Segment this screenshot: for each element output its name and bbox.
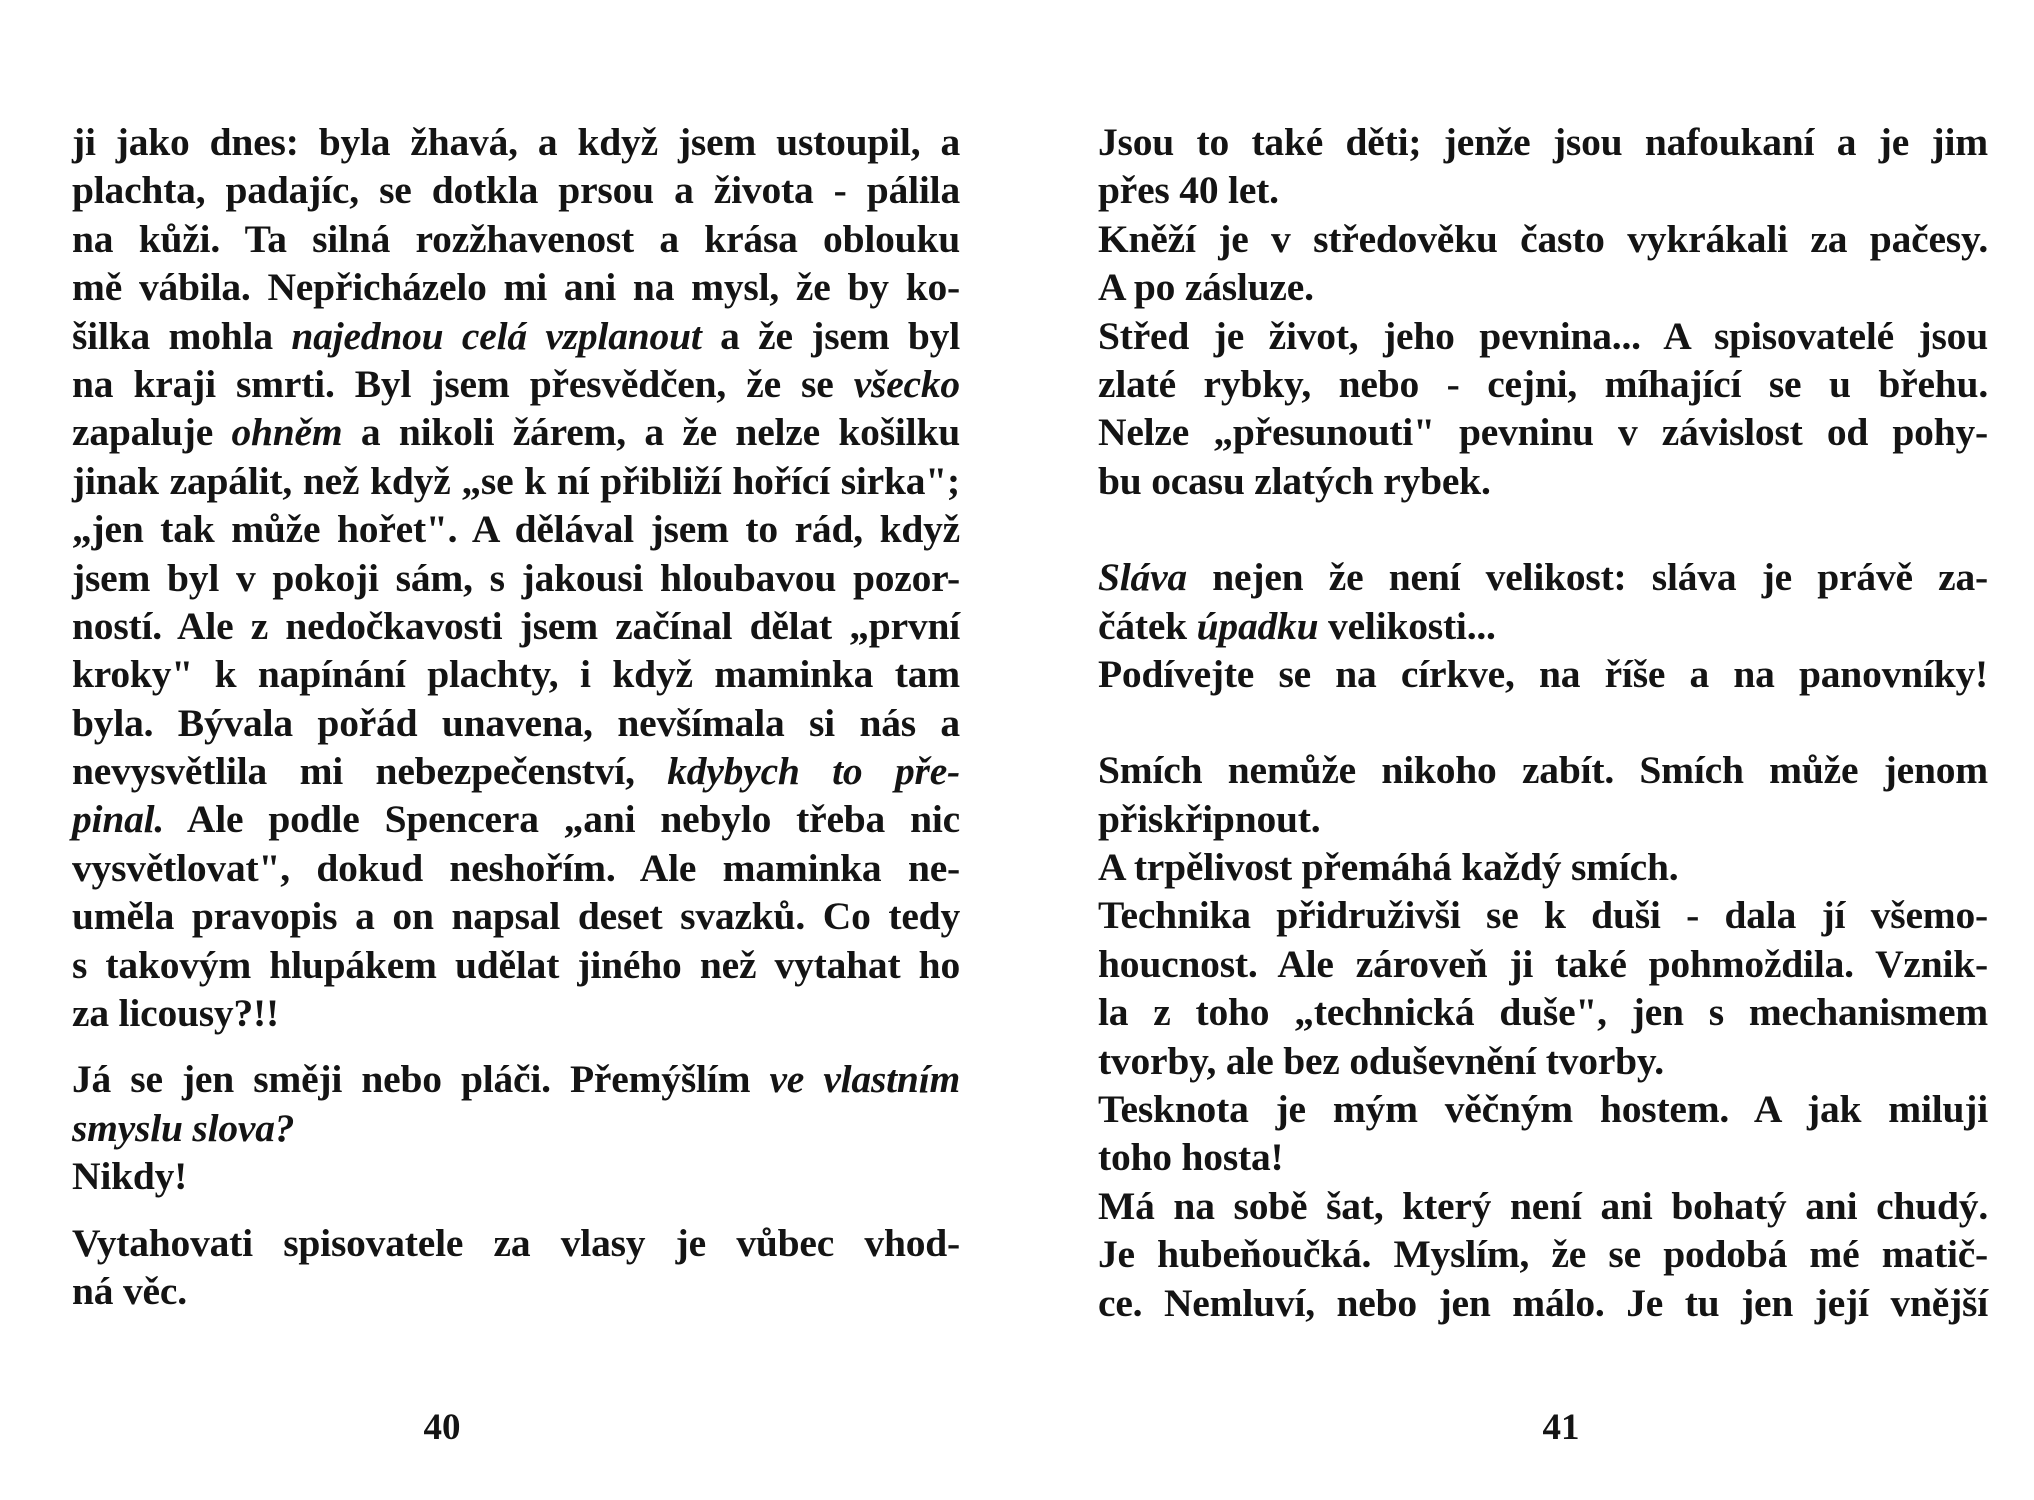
text-line: kroky" k napínání plachty, i když maminka tam (72, 652, 960, 697)
italic-span: ohněm (231, 410, 343, 455)
paragraph-gap (1098, 505, 1988, 553)
text-line: přes 40 let. (1098, 168, 1279, 213)
text-span: zapaluje (72, 410, 232, 455)
text-line (1098, 602, 1988, 650)
text-line: přiskřipnout. (1098, 796, 1321, 841)
text-line: „jen tak může hořet". A dělával jsem to rád, když (72, 507, 960, 552)
text-line: mě vábila. Nepřicházelo mi ani na mysl, že by ko- (72, 265, 960, 310)
left-page (72, 0, 960, 1500)
text-line: plachta, padajíc, se dotkla prsou a života - pálila (72, 168, 960, 213)
text-line: Smích nemůže nikoho zabít. Smích může jenom (1098, 748, 1988, 793)
text-line: bu ocasu zlatých rybek. (1098, 458, 1491, 503)
text-line (1098, 553, 1988, 601)
text-line: jsem byl v pokoji sám, s jakousi hloubavou pozor- (72, 555, 960, 600)
italic-span: smyslu slova? (72, 1105, 295, 1150)
text-line: Nelze „přesunouti" pevninu v závislost od pohy- (1098, 410, 1988, 455)
text-line (72, 360, 960, 408)
right-page-text (1098, 118, 1988, 1327)
text-line: A po zásluze. (1098, 265, 1314, 310)
paragraph (1098, 553, 1988, 698)
text-span: šilka mohla (72, 313, 292, 358)
text-line (72, 1055, 960, 1103)
text-line: Má na sobě šat, který není ani bohatý ani chudý. (1098, 1183, 1988, 1228)
text-line: Technika přidruživši se k duši - dala jí všemo- (1098, 893, 1988, 938)
text-line: Kněží je v středověku často vykrákali za pačesy. (1098, 216, 1988, 261)
text-span: a že jsem byl (701, 313, 960, 358)
text-line: ji jako dnes: byla žhavá, a když jsem ustoupil, a (72, 120, 960, 164)
paragraph-gap (72, 1037, 960, 1055)
text-line: Jsou to také děti; jenže jsou nafoukaní a je jim (1098, 120, 1988, 164)
text-line (72, 408, 960, 456)
text-line: zlaté rybky, nebo - cejni, míhající se u břehu. (1098, 361, 1988, 406)
text-line: ná věc. (72, 1268, 187, 1313)
italic-span: Sláva (1098, 555, 1187, 600)
paragraph (72, 1055, 960, 1200)
text-line (72, 747, 960, 795)
text-line: A trpělivost přemáhá každý smích. (1098, 845, 1679, 890)
italic-span: všecko (853, 361, 960, 406)
text-line: ce. Nemluví, nebo jen málo. Je tu jen její vnější (1098, 1280, 1988, 1325)
text-line: s takovým hlupákem udělat jiného než vytahat ho (72, 942, 960, 987)
text-line: vysvětlovat", dokud neshořím. Ale maminka ne- (72, 845, 960, 890)
text-span: nevysvětlila mi nebezpečenství, (72, 749, 668, 794)
text-span: nejen že není velikost: sláva je právě za- (1186, 555, 1988, 600)
text-line: na kůži. Ta silná rozžhavenost a krása oblouku (72, 216, 960, 261)
text-line: byla. Bývala pořád unavena, nevšímala si nás a (72, 700, 960, 745)
paragraph-gap (1098, 698, 1988, 746)
text-span: Já se jen směji nebo pláči. Přemýšlím (72, 1057, 770, 1102)
text-span: Ale podle Spencera „ani nebylo třeba nic (164, 797, 960, 842)
text-span: čátek (1098, 603, 1197, 648)
text-line: Vytahovati spisovatele za vlasy je vůbec vhod- (72, 1220, 960, 1265)
text-line: jinak zapálit, než když „se k ní přibliží hořící sirka"; (72, 458, 960, 503)
text-line: za licousy?!! (72, 991, 279, 1036)
text-line: Tesknota je mým věčným hostem. A jak miluji (1098, 1087, 1988, 1132)
text-line: Nikdy! (72, 1154, 188, 1199)
text-line (72, 1104, 960, 1152)
page-number-right: 41 (1542, 1407, 1580, 1448)
page-number-left: 40 (423, 1407, 461, 1448)
italic-span: najednou celá vzplanout (291, 313, 702, 358)
right-page (1098, 0, 1988, 1500)
text-span: a nikoli žárem, a že nelze košilku (342, 410, 960, 455)
text-line: tvorby, ale bez oduševnění tvorby. (1098, 1038, 1664, 1083)
text-line: Podívejte se na církve, na říše a na panovníky! (1098, 651, 1988, 696)
paragraph-gap (72, 1201, 960, 1219)
text-line: toho hosta! (1098, 1135, 1284, 1180)
italic-span: kdybych to pře- (667, 749, 960, 794)
text-line: uměla pravopis a on napsal deset svazků. Co tedy (72, 894, 960, 939)
paragraph (72, 118, 960, 1037)
italic-span: pinal. (72, 797, 165, 842)
paragraph (1098, 746, 1988, 1327)
text-line: Je hubeňoučká. Myslím, že se podobá mé matič- (1098, 1232, 1988, 1277)
text-line (72, 795, 960, 843)
text-line (72, 312, 960, 360)
text-line: houcnost. Ale zároveň ji také pohmoždila. Vznik- (1098, 941, 1988, 986)
text-span: velikosti... (1318, 603, 1496, 648)
text-span: na kraji smrti. Byl jsem přesvědčen, že se (72, 361, 854, 406)
left-page-text (72, 118, 960, 1315)
italic-span: ve vlastním (769, 1057, 960, 1102)
text-line: ností. Ale z nedočkavosti jsem začínal dělat „první (72, 603, 960, 648)
paragraph (72, 1219, 960, 1316)
italic-span: úpadku (1196, 603, 1319, 648)
text-line: la z toho „technická duše", jen s mechanismem (1098, 990, 1988, 1035)
paragraph (1098, 118, 1988, 505)
text-line: Střed je život, jeho pevnina... A spisovatelé jsou (1098, 313, 1988, 358)
